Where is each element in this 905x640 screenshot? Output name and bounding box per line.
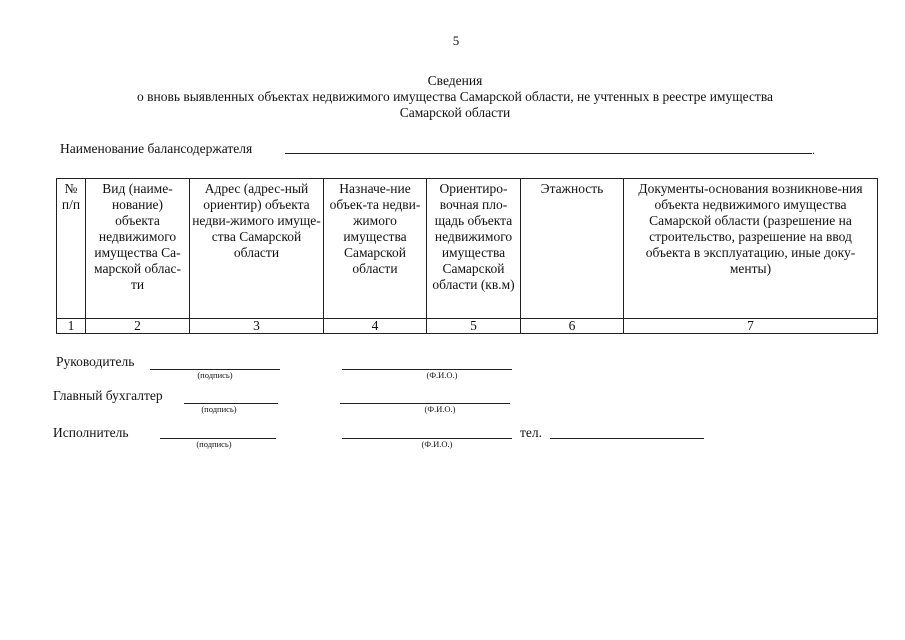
header-object-type: Вид (наиме-нование) объекта недвижимого имущества Са-марской облас-ти <box>86 179 190 319</box>
objects-table <box>56 178 878 334</box>
accountant-label: Главный бухгалтер <box>53 388 163 403</box>
header-number: № п/п <box>57 179 86 319</box>
column-number: 1 <box>57 319 86 334</box>
head-signature-caption: (подпись) <box>197 370 233 380</box>
header-purpose: Назначе-ние объек-та недви-жимого имущества Самарской области <box>324 179 427 319</box>
title-subheading-continued: Самарской области <box>399 105 511 120</box>
header-area: Ориентиро-вочная пло-щадь объекта недвижимого имущества Самарской области (кв.м) <box>427 179 521 319</box>
column-number: 3 <box>190 319 324 334</box>
accountant-name-caption: (Ф.И.О.) <box>424 404 456 414</box>
executor-name-caption: (Ф.И.О.) <box>421 439 453 449</box>
header-floors: Этажность <box>521 179 624 319</box>
executor-label: Исполнитель <box>53 425 129 440</box>
column-number: 5 <box>427 319 521 334</box>
executor-signature-caption: (подпись) <box>196 439 232 449</box>
column-number: 7 <box>624 319 878 334</box>
page-number: 5 <box>452 33 460 48</box>
table-header-row <box>57 179 878 319</box>
column-number: 6 <box>521 319 624 334</box>
column-number: 2 <box>86 319 190 334</box>
balance-holder-trailing-mark: . <box>812 143 815 157</box>
title-subheading: о вновь выявленных объектах недвижимого имущества Самарской области, не учтенных в реестре имущества <box>136 89 774 104</box>
phone-label: тел. <box>520 425 543 440</box>
title-heading: Сведения <box>427 73 483 88</box>
accountant-signature-caption: (подпись) <box>201 404 237 414</box>
phone-line[interactable] <box>550 438 704 439</box>
balance-holder-label: Наименование балансодержателя <box>60 141 253 156</box>
document-title <box>60 73 850 121</box>
column-number: 4 <box>324 319 427 334</box>
header-documents: Документы-основания возникнове-ния объекта недвижимого имущества Самарской области (разрешение на строительство, разрешение на ввод объекта в эксплуатацию, иные доку-менты) <box>624 179 878 319</box>
head-name-caption: (Ф.И.О.) <box>426 370 458 380</box>
header-address: Адрес (адрес-ный ориентир) объекта недви-жимого имуще-ства Самарской области <box>190 179 324 319</box>
head-label: Руководитель <box>56 354 135 369</box>
table-column-numbers-row <box>57 319 878 334</box>
balance-holder-field[interactable] <box>285 153 812 154</box>
